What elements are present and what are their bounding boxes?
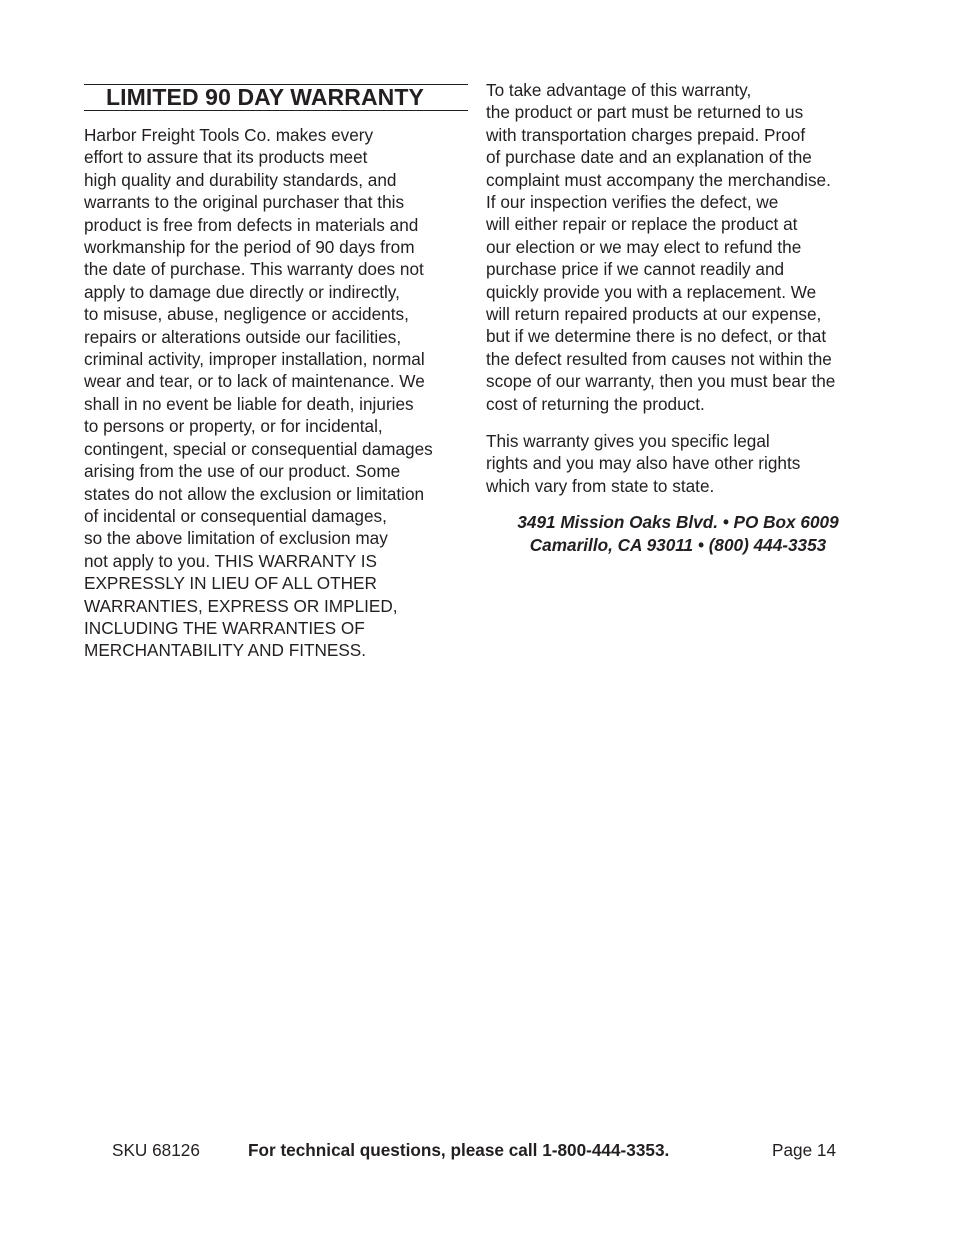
warranty-title-rule (84, 84, 468, 111)
warranty-paragraph-3: This warranty gives you specific legal rights and you may also have other rights which vary from state to state. (486, 431, 801, 496)
footer-tech-support: For technical questions, please call 1-800-444-3353. (248, 1140, 670, 1160)
footer-sku: SKU 68126 (112, 1140, 200, 1160)
warranty-title: LIMITED 90 DAY WARRANTY (106, 84, 424, 110)
company-address: 3491 Mission Oaks Blvd. • PO Box 6009 Camarillo, CA 93011 • (800) 444-3353 (517, 512, 839, 555)
warranty-paragraph-2: To take advantage of this warranty, the product or part must be returned to us with transportation charges prepaid. Proof of purchase date and an explanation of the complaint must accompany the merchandise. If our inspection verifies the defect, we will either repair or replace the product at our election or we may elect to refund the purchase price if we cannot readily and quickly provide you with a replacement. We will return repaired products at our expense, but if we determine there is no defect, or that the defect resulted from causes not within the scope of our warranty, then you must bear the cost of returning the product. (486, 80, 836, 414)
page-number: Page 14 (772, 1140, 837, 1160)
warranty-paragraph-1: Harbor Freight Tools Co. makes every effort to assure that its products meet high quality and durability standards, and warrants to the original purchaser that this product is free from defects in materials and workmanship for the period of 90 days from the date of purchase. This warranty does not apply to damage due directly or indirectly, to misuse, abuse, negligence or accidents, repairs or alterations outside our facilities, criminal activity, improper installation, normal wear and tear, or to lack of maintenance. We shall in no event be liable for death, injuries to persons or property, or for incidental, contingent, special or consequential damages arising from the use of our product. Some states do not allow the exclusion or limitation of incidental or consequential damages, so the above limitation of exclusion may not apply to you. THIS WARRANTY IS EXPRESSLY IN LIEU OF ALL OTHER WARRANTIES, EXPRESS OR IMPLIED, INCLUDING THE WARRANTIES OF MERCHANTABILITY AND FITNESS. (84, 125, 433, 661)
